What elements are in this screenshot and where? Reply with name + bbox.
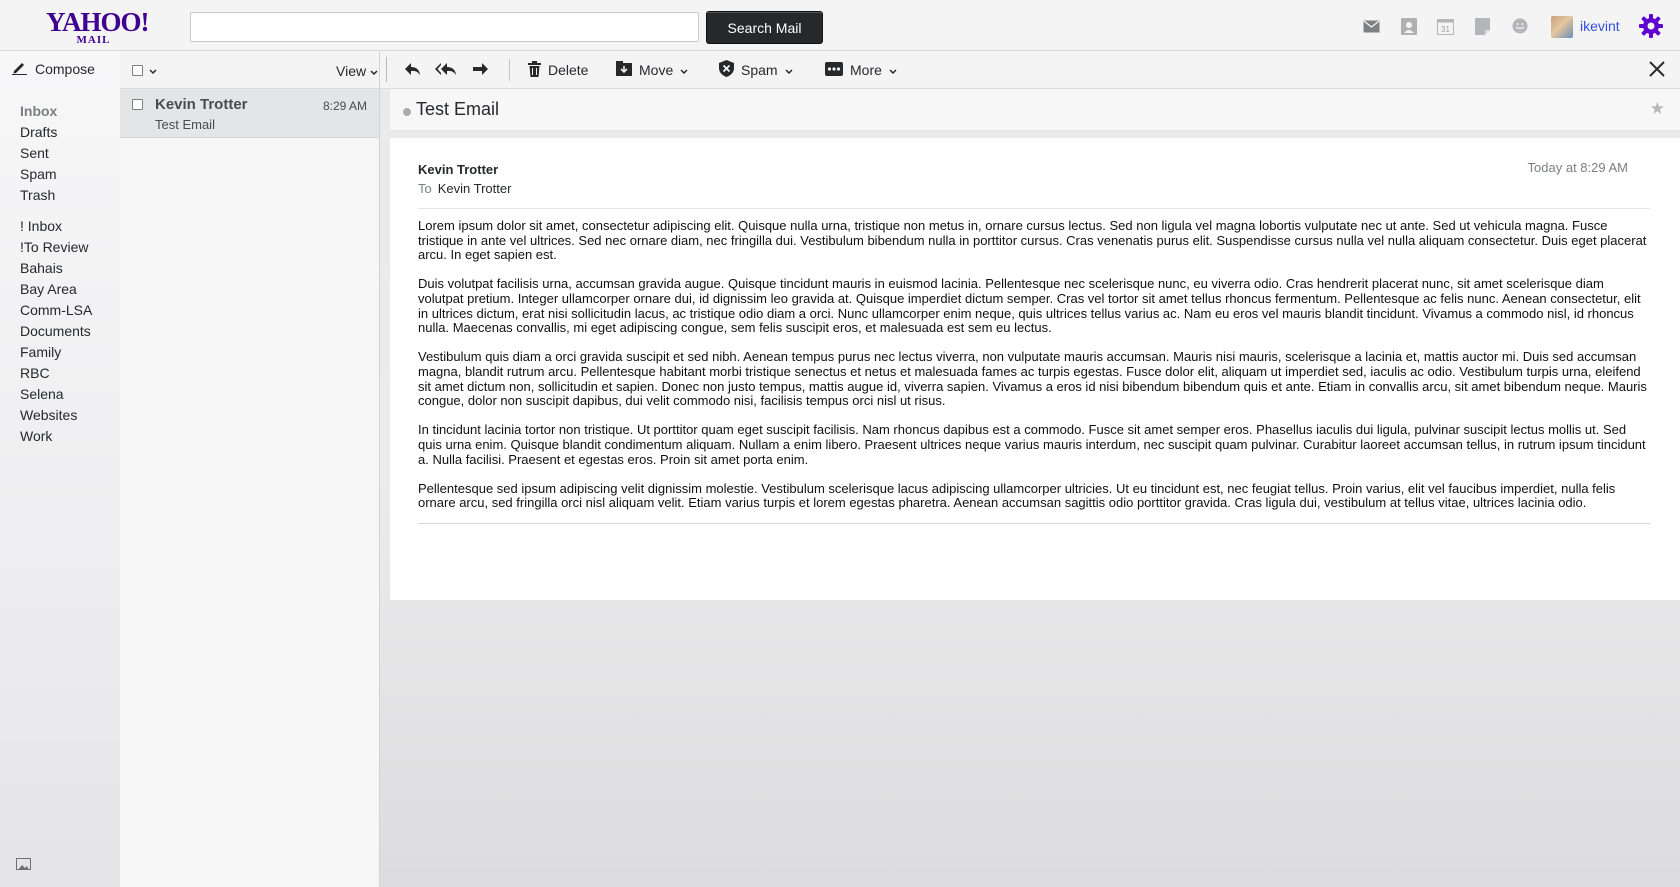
folder-move-icon — [616, 61, 632, 79]
spam-label: Spam — [741, 62, 778, 78]
folder-inbox[interactable]: Inbox — [20, 103, 58, 119]
message-card — [390, 138, 1680, 600]
reply-button[interactable] — [404, 59, 421, 81]
chevron-down-icon — [785, 62, 793, 78]
unread-dot-icon[interactable] — [403, 108, 411, 116]
folder-custom[interactable]: ! Inbox — [20, 218, 63, 234]
logo-subtext: MAIL — [76, 34, 111, 46]
select-all-checkbox[interactable] — [132, 63, 157, 78]
search-mail-button[interactable]: Search Mail — [706, 11, 823, 44]
folder-custom[interactable]: Comm-LSA — [20, 302, 93, 318]
shield-icon — [719, 60, 734, 80]
folder-custom[interactable]: RBC — [20, 365, 50, 381]
message-time: 8:29 AM — [322, 99, 367, 113]
body-paragraph: In tincidunt lacinia tortor non tristique. Ut porttitor quam eget suscipit facilisis. Nam rhoncus dapibus est a commodo. Fusce sit amet semper eros. Phasellus iaculis dui ligula, pulvinar suscipit lectus mollis ut. Sed quis urna enim. Quisque blandit condimentum aliquam. Nullam a enim libero. Praesent ultrices neque varius mauris interdum, nec suscipit quam pulvinar. Curabitur laoreet accumsan tellus, in rutrum ipsum tincidunt a. Nulla facilisi. Praesent et egestas eros. Proin sit amet porta enim. — [418, 422, 1646, 467]
forward-icon — [472, 62, 489, 79]
move-button[interactable] — [616, 59, 688, 81]
delete-label: Delete — [548, 62, 589, 78]
calendar-icon[interactable] — [1436, 17, 1455, 35]
message-body — [418, 219, 1650, 525]
message-subject: Test Email — [155, 117, 215, 132]
search-input[interactable] — [190, 12, 699, 42]
folder-custom[interactable]: Family — [20, 344, 62, 360]
close-icon[interactable] — [1648, 60, 1666, 78]
chevron-down-icon — [889, 62, 897, 78]
svg-text:31: 31 — [1441, 24, 1450, 34]
compose-button[interactable] — [12, 60, 95, 78]
image-icon[interactable] — [16, 858, 31, 870]
username-link[interactable]: ikevint — [1580, 18, 1620, 34]
message-list — [120, 51, 380, 887]
reply-all-icon — [435, 62, 457, 79]
mail-icon[interactable] — [1362, 17, 1381, 35]
folder-custom[interactable]: Websites — [20, 407, 78, 423]
messenger-icon[interactable] — [1510, 17, 1529, 35]
folder-drafts[interactable]: Drafts — [20, 124, 58, 140]
chevron-down-icon — [370, 63, 378, 79]
chevron-down-icon — [680, 62, 688, 78]
message-checkbox[interactable] — [132, 99, 143, 110]
divider — [418, 208, 1650, 209]
view-menu[interactable] — [336, 63, 378, 79]
star-icon[interactable]: ★ — [1649, 99, 1665, 118]
forward-button[interactable] — [472, 59, 489, 81]
chevron-down-icon[interactable] — [149, 63, 157, 78]
body-paragraph: Vestibulum quis diam a orci gravida suscipit et sed nibh. Aenean tempus purus nec lectus viverra, non vulputate mauris accumsan. Mauris nisi mauris, scelerisque a lacinia et, mattis auctor mi. Duis sed accumsan magna, blandit rutrum arcu. Pellentesque habitant morbi tristique senectus et netus et malesuada fames ac turpis egestas. Fusce dolor elit, aliquam ut imperdiet sed, iaculis ac odio. Vestibulum turpis urna, eleifend sit amet dictum non, sollicitudin et sapien. Donec non justo tempus, mattis augue id, viverra sapien. Vivamus a eros id nisi bibendum bibendum quis et ante. Etiam in convallis arcu, sit amet bibendum neque. Mauris congue, dolor non suscipit dapibus, dui velit commodo nisi, facilisis tempus orci nisl ut risus. — [418, 349, 1647, 409]
notepad-icon[interactable] — [1473, 17, 1492, 35]
folder-custom[interactable]: !To Review — [20, 239, 89, 255]
gear-icon[interactable] — [1638, 13, 1664, 39]
yahoo-mail-logo[interactable] — [46, 7, 149, 46]
divider — [418, 523, 1650, 524]
folder-spam[interactable]: Spam — [20, 166, 57, 182]
spam-button[interactable] — [719, 59, 793, 81]
folder-custom[interactable]: Work — [20, 428, 53, 444]
contacts-icon[interactable] — [1399, 17, 1418, 35]
trash-icon — [528, 61, 541, 80]
toolbar-divider — [509, 59, 510, 81]
folder-list — [20, 101, 92, 447]
checkbox[interactable] — [132, 65, 143, 76]
folder-trash[interactable]: Trash — [20, 187, 56, 203]
body-paragraph: Duis volutpat facilisis urna, accumsan gravida augue. Quisque tincidunt mauris in euismod lacinia. Pellentesque nec scelerisque nunc, eu viverra odio. Cras hendrerit placerat nunc, sit amet scelerisque diam volutpat pretium. Integer ullamcorper ornare dui, id dignissim leo gravida at. Quisque imperdiet dictum semper. Cras vel tortor sit amet tellus rhoncus fermentum. Pellentesque ac felis nunc. Aenean consectetur, elit in ultrices dictum, erat nisi sollicitudin lacus, ac tristique odio diam a orci. Nunc ullamcorper enim neque, quis ultrices tellus varius ac. Nam eu eros vel mauris blandit tincidunt. Vivamus a commodo nisl, id rhoncus nulla. Maecenas convallis, mi eget adipiscing congue, sem felis suscipit eros, et malesuada est sem eu lectus. — [418, 276, 1641, 336]
body-paragraph: Lorem ipsum dolor sit amet, consectetur adipiscing elit. Quisque nulla urna, tristique non metus in, ornare cursus lectus. Sed non ligula vel magna lobortis vulputate nec ut ante. Sed ut vehicula magna. Fusce tristique in ante vel ultrices. Sed nec ornare diam, nec fringilla dui. Vestibulum bibendum nulla in porttitor cursus. Cras venenatis purus elit. Suspendisse cursus nulla vel nulla aliquam consectetur. Duis eget placerat arcu. In eget sapien est. — [418, 218, 1647, 263]
folder-sent[interactable]: Sent — [20, 145, 49, 161]
pencil-icon — [12, 60, 27, 78]
message-sender: Kevin Trotter — [155, 96, 248, 113]
message-toolbar — [380, 51, 1680, 89]
message-title: Test Email — [416, 99, 500, 119]
message-subject-bar — [390, 89, 1680, 131]
compose-label: Compose — [35, 61, 95, 77]
reading-pane — [380, 51, 1680, 887]
folder-sidebar — [0, 51, 120, 887]
message-date: Today at 8:29 AM — [1527, 160, 1628, 175]
list-item[interactable] — [120, 89, 379, 138]
app-switcher — [1362, 16, 1529, 36]
reply-all-button[interactable] — [435, 59, 457, 81]
logo-text: YAHOO! — [46, 7, 149, 37]
message-to[interactable]: Kevin Trotter — [437, 181, 512, 196]
move-label: Move — [639, 62, 674, 78]
folder-custom[interactable]: Selena — [20, 386, 64, 402]
avatar[interactable] — [1551, 16, 1573, 38]
more-label: More — [850, 62, 882, 78]
toolbar-divider — [386, 57, 387, 82]
folder-custom[interactable]: Bahais — [20, 260, 63, 276]
folder-custom[interactable]: Bay Area — [20, 281, 77, 297]
delete-button[interactable] — [528, 59, 588, 81]
folder-divider — [20, 206, 92, 216]
more-button[interactable] — [825, 59, 897, 81]
more-dots-icon — [825, 62, 843, 79]
top-header — [0, 0, 1680, 51]
list-toolbar — [120, 51, 379, 89]
to-label: To — [418, 181, 432, 196]
view-label: View — [336, 63, 367, 79]
body-paragraph: Pellentesque sed ipsum adipiscing velit dignissim molestie. Vestibulum scelerisque lacus adipiscing ullamcorper ultricies. Ut eu tincidunt est, nec feugiat tellus. Proin varius, elit vel faucibus imperdiet, nulla felis ornare arcu, sed fringilla orci nisl aliquam velit. Etiam varius turpis et lorem egestas pharetra. Aenean accumsan sagittis odio porttitor gravida. Cras ligula dui, vestibulum at tellus vitae, ultrices lacinia odio. — [418, 480, 1616, 511]
reply-icon — [404, 62, 421, 79]
message-to-line — [418, 181, 511, 196]
folder-custom[interactable]: Documents — [20, 323, 91, 339]
message-from[interactable]: Kevin Trotter — [418, 162, 499, 177]
